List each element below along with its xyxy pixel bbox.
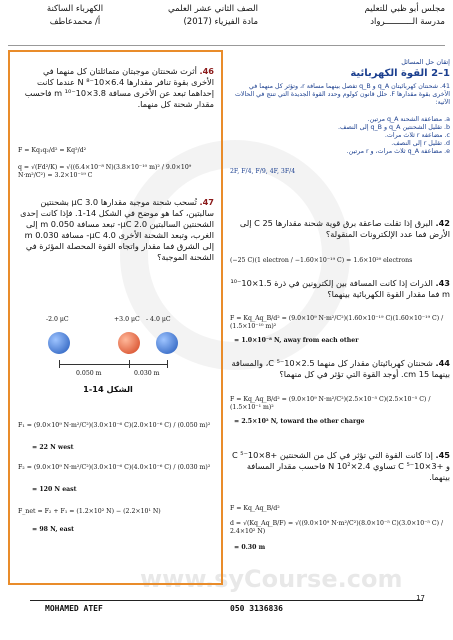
charge-label-middle: +3.0 μC: [114, 316, 140, 323]
question-45: [230, 450, 450, 483]
question-43: [230, 278, 450, 300]
question-41: 41. شحنتان كهربائيتان q_A و q_B تفصل بينهما مسافة r، وتؤثر كل منهما في الأخرى بقوة مقدارها F. حلل قانون كولوم وحدد القوة الجديدة التي تنتج في الحالات الآتية:: [234, 83, 450, 106]
question-text: شحنتان كهربائيتان مقدار كل منهما 2.5×10⁻⁵ C، والمسافة بينهما 15 cm. أوجد القوة التي تؤثر في كل منهما؟: [231, 358, 450, 379]
left-solutions-frame: [8, 50, 223, 585]
negative-charge-ball: [48, 332, 70, 354]
watermark-text: www.syCourse.com: [140, 565, 403, 593]
section-top-label: إتقان حل المسائل: [401, 58, 450, 66]
q42-equation: (−25 C)(1 electron / −1.60×10⁻¹⁹ C) = 1.6×10²⁰ electrons: [230, 257, 413, 264]
question-text: البرق إذا تقلت صاعقة برق قوية شحنة مقدارها 25 C إلى الأرض فما عدد الإلكترونات المنقولة؟: [239, 218, 450, 239]
f2-equation: F₂ = (9.0×10⁹ N·m²/C²)(3.0×10⁻⁶ C)(4.0×10⁻⁶ C) / (0.030 m)²: [18, 464, 211, 471]
q41-option: b. تقليل الشحنتين q_A و q_B إلى النصف.: [338, 124, 450, 131]
charge-label-left: -2.0 μC: [46, 316, 69, 323]
q44-equation: F = Kq_Aq_B/d² = (9.0×10⁹ N·m²/C²)(2.5×10⁻⁵ C)(2.5×10⁻⁵ C) / (1.5×10⁻¹ m)²: [230, 396, 431, 411]
figure-caption: الشكل 14-1: [83, 384, 133, 394]
footer-rule: [30, 600, 423, 601]
q45-equation-2: d = √(Kq_Aq_B/F) = √((9.0×10⁹ N·m²/C²)(8.0×10⁻⁵ C)(3.0×10⁻⁵ C) / 2.4×10² N): [230, 520, 444, 535]
ruler-tick: [129, 360, 130, 368]
teacher-label: أ/ محمدعاطف: [49, 17, 101, 27]
unit-label: الكهرباء الساكنة: [46, 4, 104, 14]
q41-option: c. مضاعفة r ثلاث مرات.: [384, 132, 450, 139]
negative-charge-ball: [156, 332, 178, 354]
school-name: مجلس أبو ظبي للتعليم: [364, 4, 445, 14]
charge-label-right: - 4.0 μC: [146, 316, 171, 323]
header-divider: [8, 45, 445, 46]
q41-option: e. مضاعفة q_A ثلاث مرات، و r مرتين.: [346, 148, 450, 155]
q44-result: = 2.5×10² N, toward the other charge: [234, 418, 365, 425]
fnet-result: = 98 N, east: [32, 526, 74, 533]
fnet-equation: F_net = F₂ + F₁ = (1.2×10² N) − (2.2×10¹ N): [18, 508, 161, 515]
q45-equation-1: F = Kq_Aq_B/d²: [230, 505, 280, 512]
q41-option: d. تقليل r إلى النصف.: [391, 140, 450, 147]
question-text: تُسحب شحنة موجبة مقدارها 3.0 μC بشحنتين سالبتين، كما هو موضح في الشكل 14-1. فإذا كانت إحدى الشحنتين السالبتين 2.0 μC- تبعد مسافة 0.050 m إلى الغرب، وتبعد الشحنة الأخرى 4.0 μC- مسافة 0.030 m إلى الشرق فما مقدار واتجاه القوة المحصلة المؤثرة في الشحنة الموجبة؟: [20, 197, 214, 262]
q43-result: = 1.0×10⁻⁸ N, away from each other: [234, 337, 359, 344]
section-title: 1–2 القوة الكهربائية: [350, 68, 450, 79]
f1-equation: F₁ = (9.0×10⁹ N·m²/C²)(3.0×10⁻⁶ C)(2.0×10⁻⁶ C) / (0.050 m)²: [18, 422, 211, 429]
page-header: [0, 0, 453, 50]
question-number: 45.: [435, 450, 450, 460]
q41-answers: 2F, F/4, F/9, 4F, 3F/4: [230, 168, 296, 175]
distance-ruler: [59, 364, 167, 365]
question-number: 44.: [435, 358, 450, 368]
question-42: [230, 218, 450, 240]
q46-equation-1: F = Kq₁q₂/d² = Kq²/d²: [18, 147, 87, 154]
q45-result: = 0.30 m: [234, 544, 266, 551]
page-number: 17: [416, 594, 425, 602]
q41-options: [230, 116, 450, 156]
page-footer: [0, 590, 453, 640]
ruler-tick: [167, 360, 168, 368]
q46-equation-2: q = √(Fd²/K) = √((6.4×10⁻⁸ N)(3.8×10⁻¹⁰ m)² / 9.0×10⁹ N·m²/C²) = 3.2×10⁻¹⁹ C: [18, 164, 192, 179]
distance-label-left: 0.050 m: [76, 370, 102, 377]
distance-label-right: 0.030 m: [134, 370, 160, 377]
f2-result: = 120 N east: [32, 486, 77, 493]
q43-equation: F = Kq_Aq_B/d² = (9.0×10⁹ N·m²/C²)(1.60×10⁻¹⁹ C)(1.60×10⁻¹⁹ C) / (1.5×10⁻¹⁰ m)²: [230, 315, 444, 330]
question-text: الذرات إذا كانت المسافة بين إلكترونين في ذرة 1.5×10⁻¹⁰ m فما مقدار القوة الكهربائية بينهما؟: [230, 278, 450, 299]
figure-14-1: [18, 310, 214, 410]
subject-label: مادة الفيزياء (2017): [183, 17, 258, 27]
question-number: 47.: [199, 197, 214, 207]
ruler-tick: [59, 360, 60, 368]
question-number: 43.: [435, 278, 450, 288]
question-number: 42.: [435, 218, 450, 228]
question-44: [230, 358, 450, 380]
question-text: أثرت شحنتان موجبتان متماثلتان كل منهما في الأخرى بقوة تنافر مقدارها 6.4×10⁻⁸ N عندما كانت إحداهما تبعد عن الأخرى مسافة 3.8×10⁻¹⁰ m فاحسب مقدار شحنة كل منهما.: [24, 66, 214, 109]
question-47: [18, 197, 214, 263]
author-phone: 050 3136836: [230, 604, 283, 613]
school-branch: مدرسة الـــــــــــرواد: [370, 17, 445, 27]
q41-option: a. مضاعفة الشحنة q_A مرتين.: [367, 116, 450, 123]
question-number: 46.: [199, 66, 214, 76]
question-text: إذا كانت القوة التي تؤثر في كل من الشحنتين +8×10⁻⁵ C و +3×10⁻⁵ C تساوي 2.4×10² N فاحسب مقدار المسافة بينهما.: [231, 450, 450, 482]
question-46: [18, 66, 214, 110]
f1-result: = 22 N west: [32, 444, 74, 451]
positive-charge-ball: [118, 332, 140, 354]
author-name: MOHAMED ATEF: [45, 604, 103, 613]
right-column: [230, 50, 450, 585]
grade-label: الصف الثاني عشر العلمي: [168, 4, 258, 14]
